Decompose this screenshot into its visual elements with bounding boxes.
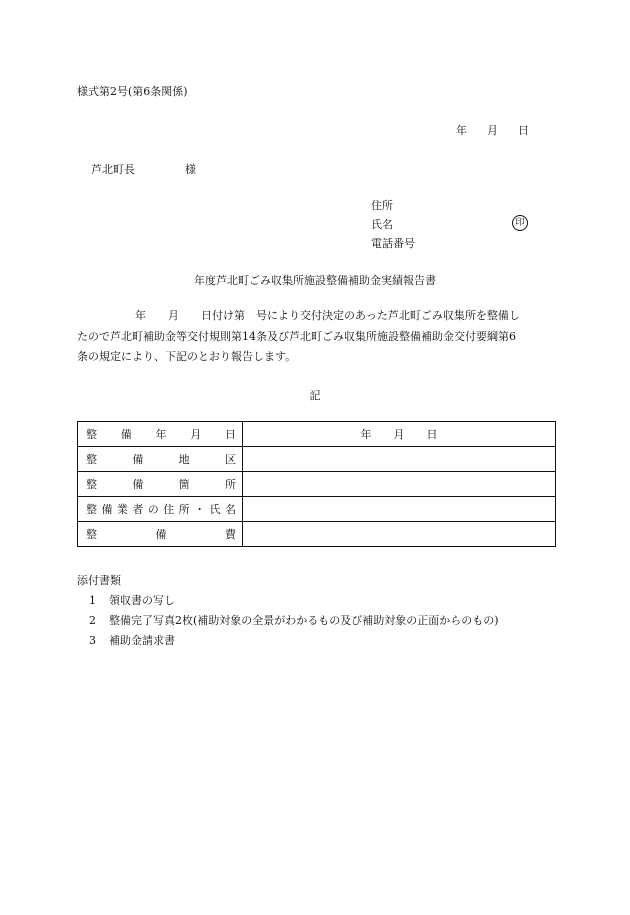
body-line-2: たので芦北町補助金等交付規則第14条及び芦北町ごみ収集所施設整備補助金交付要綱第6 (77, 329, 516, 343)
addressee-name: 芦北町長 (91, 163, 135, 176)
row-label: 整備年月日 (78, 422, 243, 447)
address-label: 住所 (371, 199, 393, 212)
date-year: 年 (456, 124, 467, 137)
list-item: 1 領収書の写し (89, 594, 175, 607)
table-row (78, 447, 556, 472)
row-label: 整備費 (78, 522, 243, 547)
date-line (456, 122, 529, 138)
body-text (77, 306, 555, 368)
attachments-heading: 添付書類 (77, 574, 121, 587)
table-row (78, 472, 556, 497)
row-value[interactable] (243, 472, 556, 497)
date-month: 月 (487, 124, 498, 137)
table-row (78, 422, 556, 447)
row-label: 整備業者の住所・氏名 (78, 497, 243, 522)
body-line-1: 年 月 日付け第 号により交付決定のあった芦北町ごみ収集所を整備し (135, 309, 520, 322)
attachments (77, 571, 499, 651)
row-label: 整備地区 (78, 447, 243, 472)
row-value[interactable] (243, 522, 556, 547)
ki-heading: 記 (309, 389, 321, 402)
form-number: 様式第2号(第6条関係) (77, 85, 188, 98)
row-label: 整備箇所 (78, 472, 243, 497)
table-row (78, 497, 556, 522)
addressee-honorific: 様 (185, 163, 196, 176)
details-table (77, 421, 556, 547)
addressee (91, 161, 196, 177)
applicant-block (371, 196, 415, 253)
document-title: 年度芦北町ごみ収集所施設整備補助金実績報告書 (194, 274, 436, 287)
body-line-3: 条の規定により、下記のとおり報告します。 (77, 350, 297, 363)
phone-label: 電話番号 (371, 237, 415, 250)
list-item: 2 整備完了写真2枚(補助対象の全景がわかるもの及び補助対象の正面からのもの) (89, 614, 499, 627)
row-value[interactable]: 年 月 日 (243, 422, 556, 447)
list-item: 3 補助金請求書 (89, 634, 175, 647)
seal-mark: 印 (512, 215, 528, 231)
row-value[interactable] (243, 447, 556, 472)
date-day: 日 (518, 124, 529, 137)
row-value[interactable] (243, 497, 556, 522)
name-label: 氏名 (371, 218, 393, 231)
table-row (78, 522, 556, 547)
